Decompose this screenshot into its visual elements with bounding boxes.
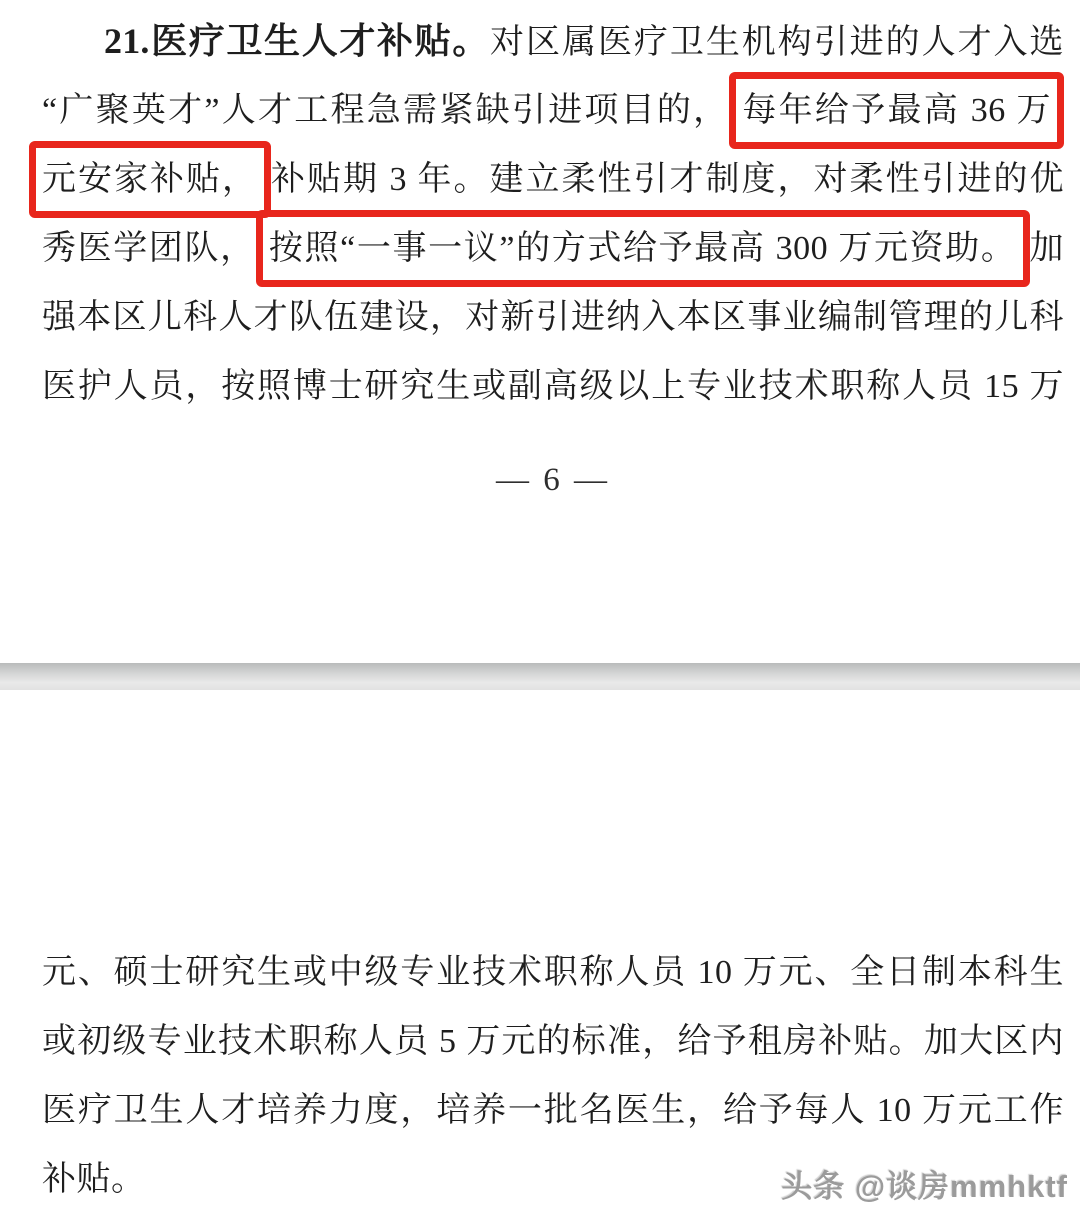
text-segment: 秀医学团队， bbox=[42, 230, 256, 267]
text-segment: 强本区儿科人才队伍建设，对新引进纳入本区事业编制管理的儿科 bbox=[42, 299, 1064, 336]
text-segment: 医疗卫生人才培养力度，培养一批名医生，给予每人 10 万元工作 bbox=[42, 1092, 1064, 1129]
clause-heading: 21.医疗卫生人才补贴。 bbox=[104, 21, 491, 61]
text-line bbox=[42, 1007, 1064, 1076]
highlight-box: 按照“一事一议”的方式给予最高 300 万元资助。 bbox=[256, 210, 1030, 287]
text-line bbox=[42, 7, 1064, 76]
text-line bbox=[42, 145, 1064, 214]
highlight-box: 每年给予最高 36 万 bbox=[729, 72, 1064, 149]
text-line bbox=[42, 283, 1064, 352]
text-line bbox=[42, 938, 1064, 1007]
text-line bbox=[42, 214, 1064, 283]
watermark: 头条 @谈房mmhktf bbox=[781, 1169, 1068, 1204]
page-divider bbox=[0, 663, 1080, 690]
text-segment: “广聚英才”人才工程急需紧缺引进项目的， bbox=[42, 92, 730, 129]
text-segment: 对区属医疗卫生机构引进的人才入选 bbox=[490, 24, 1065, 61]
page-number: — 6 — bbox=[496, 462, 610, 498]
text-line bbox=[42, 76, 1064, 145]
text-segment: 医护人员，按照博士研究生或副高级以上专业技术职称人员 15 万 bbox=[42, 368, 1064, 405]
text-segment: 或初级专业技术职称人员 5 万元的标准，给予租房补贴。加大区内 bbox=[42, 1023, 1064, 1060]
text-segment: 补贴。 bbox=[42, 1161, 146, 1198]
text-line bbox=[42, 352, 1064, 421]
page-6-paragraph-block bbox=[42, 7, 1064, 421]
text-segment: 补贴期 3 年。建立柔性引才制度，对柔性引进的优 bbox=[271, 161, 1064, 198]
highlight-box: 元安家补贴， bbox=[29, 141, 271, 218]
text-segment: 元、硕士研究生或中级专业技术职称人员 10 万元、全日制本科生 bbox=[42, 954, 1064, 991]
text-line bbox=[42, 1076, 1064, 1145]
text-segment: 加 bbox=[1029, 230, 1065, 267]
